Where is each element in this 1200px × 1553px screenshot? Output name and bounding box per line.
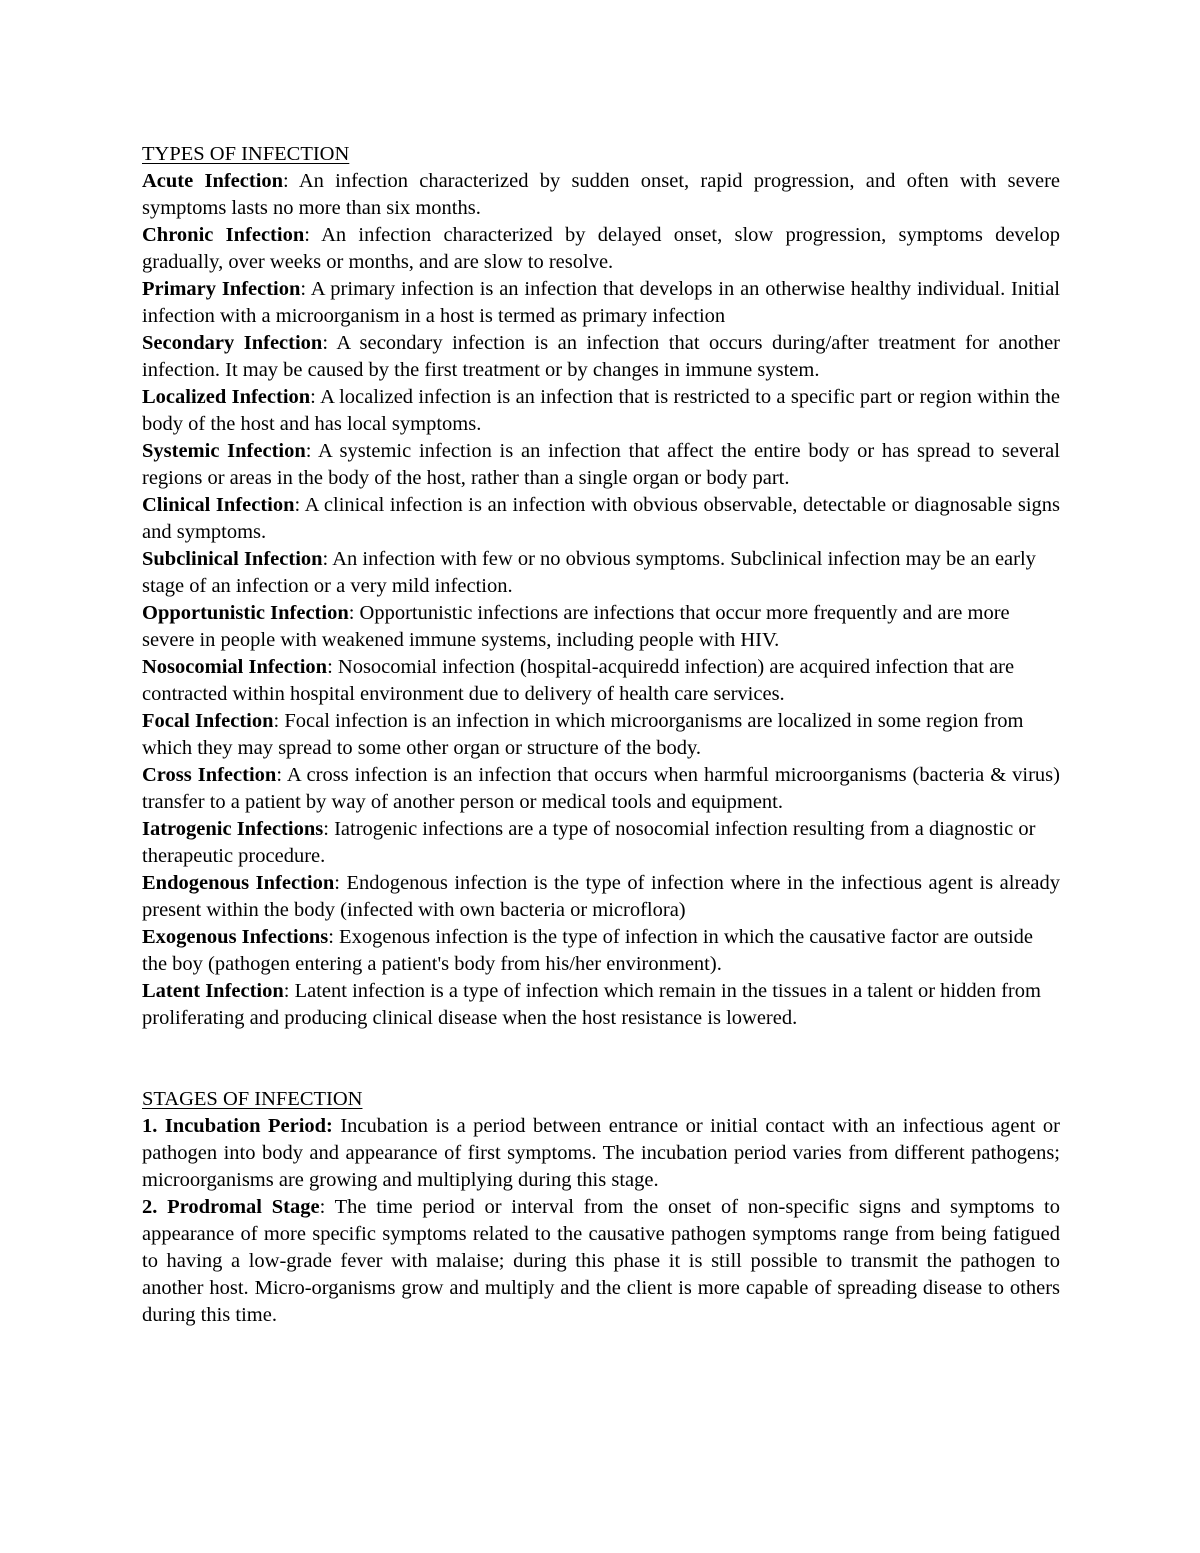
stages-heading: STAGES OF INFECTION: [142, 1088, 363, 1110]
entry-nosocomial: [142, 654, 1060, 708]
definition-endogenous: : Endogenous infection is the type of infection where in the infectious agent is already present within the body (infected with own bacteria or microflora): [142, 872, 1060, 921]
section-spacer: [142, 1032, 1060, 1086]
definition-exogenous: : Exogenous infection is the type of infection in which the causative factor are outside the boy (pathogen entering a patient's body from his/her environment).: [142, 926, 1033, 975]
definition-subclinical: : An infection with few or no obvious symptoms. Subclinical infection may be an early stage of an infection or a very mild infection.: [142, 548, 1036, 597]
definition-systemic: : A systemic infection is an infection that affect the entire body or has spread to several regions or areas in the body of the host, rather than a single organ or body part.: [142, 440, 1060, 489]
term-prodromal: 2. Prodromal Stage: [142, 1196, 320, 1218]
definition-primary: : A primary infection is an infection that develops in an otherwise healthy individual. Initial infection with a microorganism in a host is termed as primary infection: [142, 278, 1060, 327]
entry-cross: [142, 762, 1060, 816]
definition-chronic: : An infection characterized by delayed onset, slow progression, symptoms develop gradually, over weeks or months, and are slow to resolve.: [142, 224, 1060, 273]
term-focal: Focal Infection: [142, 710, 274, 732]
term-endogenous: Endogenous Infection: [142, 872, 335, 894]
term-opportunistic: Opportunistic Infection: [142, 602, 349, 624]
term-localized: Localized Infection: [142, 386, 311, 408]
definition-opportunistic: : Opportunistic infections are infections that occur more frequently and are more severe in people with weakened immune systems, including people with HIV.: [142, 602, 1010, 651]
entry-secondary: [142, 330, 1060, 384]
term-chronic: Chronic Infection: [142, 224, 305, 246]
term-cross: Cross Infection: [142, 764, 277, 786]
term-nosocomial: Nosocomial Infection: [142, 656, 328, 678]
entry-acute: [142, 168, 1060, 222]
term-primary: Primary Infection: [142, 278, 301, 300]
definition-localized: : A localized infection is an infection that is restricted to a specific part or region within the body of the host and has local symptoms.: [142, 386, 1060, 435]
entry-chronic: [142, 222, 1060, 276]
entry-systemic: [142, 438, 1060, 492]
entry-iatrogenic: [142, 816, 1060, 870]
term-systemic: Systemic Infection: [142, 440, 306, 462]
term-latent: Latent Infection: [142, 980, 284, 1002]
term-subclinical: Subclinical Infection: [142, 548, 323, 570]
definition-focal: : Focal infection is an infection in which microorganisms are localized in some region from which they may spread to some other organ or structure of the body.: [142, 710, 1024, 759]
entry-exogenous: [142, 924, 1060, 978]
definition-latent: : Latent infection is a type of infection which remain in the tissues in a talent or hidden from proliferating and producing clinical disease when the host resistance is lowered.: [142, 980, 1041, 1029]
term-acute: Acute Infection: [142, 170, 284, 192]
entry-latent: [142, 978, 1060, 1032]
entry-focal: [142, 708, 1060, 762]
entry-endogenous: [142, 870, 1060, 924]
definition-prodromal: : The time period or interval from the onset of non-specific signs and symptoms to appearance of more specific symptoms related to the causative pathogen symptoms range from being fatigued to having a low-grade fever with malaise; during this phase it is still possible to transmit the pathogen to another host. Micro-organisms grow and multiply and the client is more capable of spreading disease to others during this time.: [142, 1196, 1060, 1326]
entry-opportunistic: [142, 600, 1060, 654]
definition-acute: : An infection characterized by sudden onset, rapid progression, and often with severe symptoms lasts no more than six months.: [142, 170, 1060, 219]
term-iatrogenic: Iatrogenic Infections: [142, 818, 324, 840]
definition-nosocomial: : Nosocomial infection (hospital-acquiredd infection) are acquired infection that are contracted within hospital environment due to delivery of health care services.: [142, 656, 1015, 705]
types-heading: TYPES OF INFECTION: [142, 143, 350, 165]
document-page: [142, 141, 1060, 1329]
definition-clinical: : A clinical infection is an infection with obvious observable, detectable or diagnosable signs and symptoms.: [142, 494, 1061, 543]
term-incubation: 1. Incubation Period:: [142, 1115, 333, 1137]
entry-primary: [142, 276, 1060, 330]
stage-incubation: [142, 1113, 1060, 1194]
entry-localized: [142, 384, 1060, 438]
definition-cross: : A cross infection is an infection that occurs when harmful microorganisms (bacteria & virus) transfer to a patient by way of another person or medical tools and equipment.: [142, 764, 1060, 813]
term-exogenous: Exogenous Infections: [142, 926, 329, 948]
definition-secondary: : A secondary infection is an infection that occurs during/after treatment for another infection. It may be caused by the first treatment or by changes in immune system.: [142, 332, 1060, 381]
term-secondary: Secondary Infection: [142, 332, 323, 354]
definition-incubation: Incubation is a period between entrance or initial contact with an infectious agent or pathogen into body and appearance of first symptoms. The incubation period varies from different pathogens; microorganisms are growing and multiplying during this stage.: [142, 1115, 1060, 1191]
definition-iatrogenic: : Iatrogenic infections are a type of nosocomial infection resulting from a diagnostic or therapeutic procedure.: [142, 818, 1036, 867]
term-clinical: Clinical Infection: [142, 494, 295, 516]
stage-prodromal: [142, 1194, 1060, 1329]
entry-subclinical: [142, 546, 1060, 600]
entry-clinical: [142, 492, 1060, 546]
